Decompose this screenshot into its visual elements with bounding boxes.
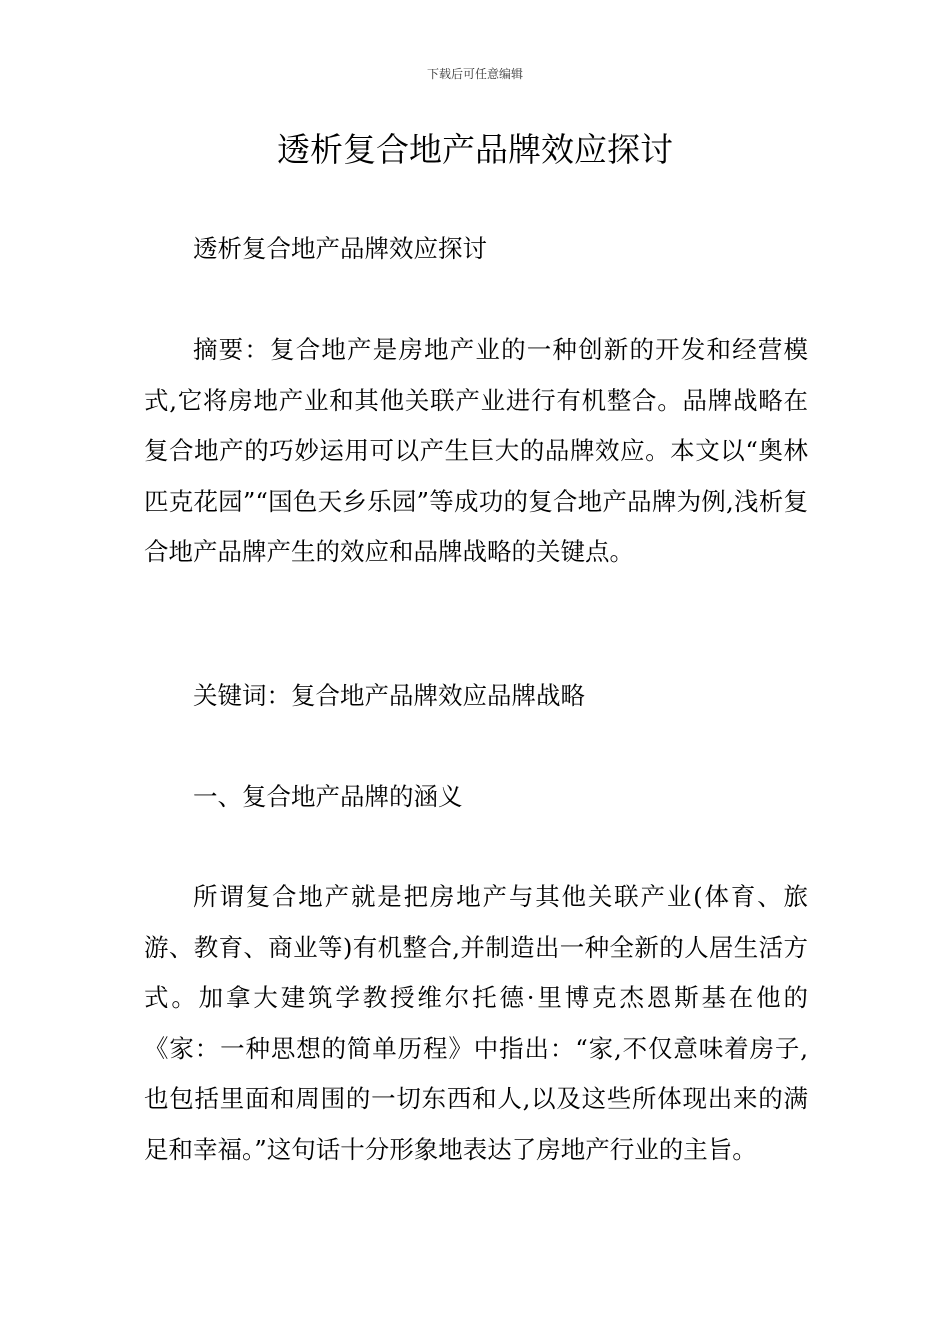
keywords-paragraph: 关键词：复合地产品牌效应品牌战略 <box>193 681 585 710</box>
body-paragraph: 所谓复合地产就是把房地产与其他关联产业(体育、旅游、教育、商业等)有机整合,并制造出一种全新的人居生活方式。加拿大建筑学教授维尔托德·里博克杰恩斯基在他的《家：一种思想的简单历程》中指出：“家,不仅意味着房子,也包括里面和周围的一切东西和人,以及这些所体现出来的满足和幸福。”这句话十分形象地表达了房地产行业的主旨。 <box>144 882 808 1164</box>
section-heading: 一、复合地产品牌的涵义 <box>193 782 463 811</box>
abstract-paragraph: 摘要：复合地产是房地产业的一种创新的开发和经营模式,它将房地产业和其他关联产业进行有机整合。品牌战略在复合地产的巧妙运用可以产生巨大的品牌效应。本文以“奥林匹克花园”“国色天乡乐园”等成功的复合地产品牌为例,浅析复合地产品牌产生的效应和品牌战略的关键点。 <box>144 335 808 566</box>
document-title: 透析复合地产品牌效应探讨 <box>277 130 673 169</box>
subtitle-paragraph: 透析复合地产品牌效应探讨 <box>193 234 487 263</box>
header-note: 下载后可任意编辑 <box>426 67 523 81</box>
